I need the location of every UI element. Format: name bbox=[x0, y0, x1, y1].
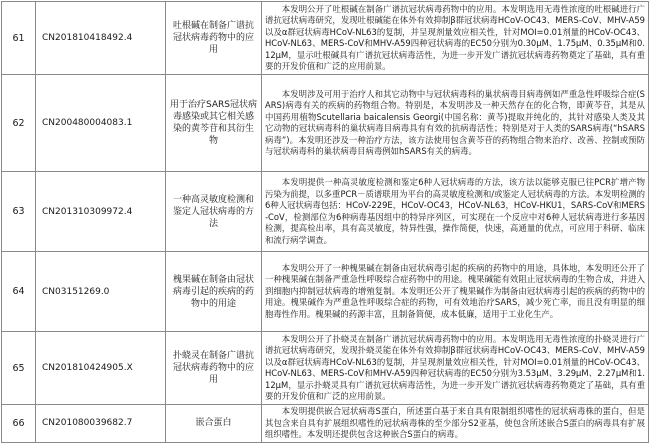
patent-number: CN200480004083.1 bbox=[36, 75, 166, 172]
patent-title: 扑蛲灵在制备广谱抗冠状病毒药物中的应用 bbox=[166, 332, 262, 405]
table-row bbox=[2, 172, 649, 252]
patent-abstract: 本发明涉及可用于治疗人和其它动物中与冠状病毒科的巢状病毒目病毒例如严重急性呼吸综合症(SARS)病毒有关的疾病的药物组合物。特别是，本发明涉及一种天然存在的化合物，即黄芩苷，其是从中国药用植物Scutellaria baicalensis Georgi(中国名称：黄芩)提取并纯化的，其针对感染人类及其它动物的冠状病毒科的巢状病毒目病毒具有有效的抗病毒活性；特别是对于人类的SARS病毒(“hSARS病毒”)。本发明还涉及一种治疗方法，该方法使用包含黄芩苷的药物组合物来治疗、改善、控制或预防与冠状病毒科的巢状病毒目病毒例如hSARS有关的病毒。 bbox=[262, 75, 649, 172]
patent-abstract: 本发明公开了一种槐果碱在制备由冠状病毒引起的疾病的药物中的用途，具体地，本发明还公开了一种槐果碱在制备严重急性呼吸综合症药物中的用途。槐果碱能有效阻止冠状病毒的生物合成，并进入到细胞内抑制冠状病毒的增殖复制。本发明还公开了槐果碱作为制备由冠状病毒引起的疾病的药物中的用途。槐果碱作为严重急性呼吸综合症的药物，可有效地治疗SARS，减少死亡率，而且没有明显的细胞毒性作用。槐果碱的药源丰富，且制备简便，成本低廉，适用于工业化生产。 bbox=[262, 252, 649, 332]
patent-table bbox=[1, 1, 649, 443]
patent-abstract: 本发明公开了扑蛲灵在制备广谱抗冠状病毒药物中的应用。本发明选用无毒性浓度的扑蛲灵进行广谱抗冠状病毒研究，发现扑蛲灵能在体外有效抑制β群冠状病毒HCoV-OC43、MERS-CoV、MHV-A59以及α群冠状病毒HCoV-NL63的复制，并呈现剂量效应相关性，针对MOI=0.01剂量的HCoV-OC43、HCoV-NL63、MERS-CoV和MHV-A59四种冠状病毒的EC50分别为3.53μM、3.29μM、2.27μM和1.12μM，显示扑蛲灵具有广谱抗冠状病毒活性，为进一步开发广谱抗冠状病毒药物奠定了基础，具有重要的开发价值和广泛的应用前景。 bbox=[262, 332, 649, 405]
table-row bbox=[2, 75, 649, 172]
patent-title: 嵌合蛋白 bbox=[166, 405, 262, 443]
patent-abstract: 本发明提供一种高灵敏度检测和鉴定6种人冠状病毒的方法，该方法以能够克服已往PCR扩增产物污染为前提，以多重PCR－质谱联用为平台的高灵敏度检测和/或鉴定人冠状病毒的方法。本发明检测的6种人冠状病毒包括：HCoV-229E，HCoV-OC43，HCoV-NL63，HCoV-HKU1，SARS-CoV和MERS-CoV，检测部位为6种病毒基因组中的特异序列区，可实现在一个反应中对6种人冠状病毒进行多基因检测，提高检出率，具有高灵敏度，特异性强，操作简便，快速，高通量的优点，可应用于科研、临床和流行病学调查。 bbox=[262, 172, 649, 252]
row-index: 64 bbox=[2, 252, 36, 332]
patent-number: CN201080039682.7 bbox=[36, 405, 166, 443]
row-index: 61 bbox=[2, 2, 36, 75]
patent-abstract: 本发明公开了吐根碱在制备广谱抗冠状病毒药物中的应用。本发明选用无毒性浓度的吐根碱进行广谱抗冠状病毒研究，发现吐根碱能在体外有效抑制β群冠状病毒HCoV-OC43、MERS-CoV、MHV-A59以及α群冠状病毒HCoV-NL63的复制，并呈现剂量效应相关性，针对MOI=0.01剂量的HCoV-OC43、HCoV-NL63、MERS-CoV和MHV-A59四种冠状病毒的EC50分别为0.30μM、1.75μM、0.35μM和0.12μM，显示吐根碱具有广谱抗冠状病毒活性，为进一步开发广谱抗冠状病毒药物奠定了基础，具有重要的开发价值和广泛的应用前景。 bbox=[262, 2, 649, 75]
patent-title: 一种高灵敏度检测和鉴定人冠状病毒的方法 bbox=[166, 172, 262, 252]
table-row bbox=[2, 252, 649, 332]
patent-abstract: 本发明提供嵌合冠状病毒S蛋白，所述蛋白基于来自具有限制组织嗜性的冠状病毒株的蛋白，但是其包含来自具有扩展组织嗜性的冠状病毒株的至少部分S2亚基，使包含所述嵌合S蛋白的病毒具有扩展组织嗜性。本发明还提供包含这种嵌合S蛋白的病毒。 bbox=[262, 405, 649, 443]
patent-title: 吐根碱在制备广谱抗冠状病毒药物中的应用 bbox=[166, 2, 262, 75]
row-index: 66 bbox=[2, 405, 36, 443]
patent-number: CN03151269.0 bbox=[36, 252, 166, 332]
row-index: 63 bbox=[2, 172, 36, 252]
row-index: 62 bbox=[2, 75, 36, 172]
table-row bbox=[2, 332, 649, 405]
patent-number: CN201810418492.4 bbox=[36, 2, 166, 75]
patent-title: 用于治疗SARS冠状病毒感染或其它相关感染的黄芩苷和其衍生物 bbox=[166, 75, 262, 172]
patent-title: 槐果碱在制备由冠状病毒引起的疾病的药物中的用途 bbox=[166, 252, 262, 332]
table-row bbox=[2, 405, 649, 443]
patent-number: CN201310309972.4 bbox=[36, 172, 166, 252]
patent-number: CN201810424905.X bbox=[36, 332, 166, 405]
table-row bbox=[2, 2, 649, 75]
row-index: 65 bbox=[2, 332, 36, 405]
